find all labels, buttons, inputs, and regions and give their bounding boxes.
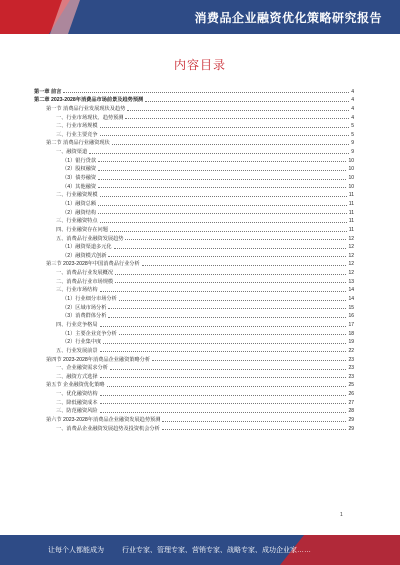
toc-entry-page: 11: [348, 209, 354, 216]
toc-entry-page: 4: [351, 88, 354, 95]
toc-entry[interactable]: [34, 233, 354, 242]
toc-entry[interactable]: [34, 216, 354, 225]
toc-entry-page: 17: [348, 321, 354, 328]
toc-entry[interactable]: [34, 181, 354, 190]
toc-entry[interactable]: [34, 345, 354, 354]
toc-leader-dots: [100, 135, 350, 136]
toc-entry-page: 22: [348, 347, 354, 354]
toc-entry-label: （2）融资模式创新: [62, 252, 107, 259]
toc-entry[interactable]: [34, 172, 354, 181]
toc-entry[interactable]: [34, 285, 354, 294]
footer-slogan-right: 行业专家、管理专家、营销专家、战略专家、成功企业家……: [122, 547, 311, 554]
toc-entry-label: 一、行业市场现状、趋势预测: [56, 114, 124, 121]
toc-leader-dots: [115, 274, 346, 275]
toc-entry-page: 15: [348, 304, 354, 311]
report-title: 消费品企业融资优化策略研究报告: [194, 11, 382, 25]
toc-entry[interactable]: [34, 224, 354, 233]
toc-entry[interactable]: [34, 371, 354, 380]
toc-entry[interactable]: [34, 388, 354, 397]
toc-entry[interactable]: [34, 311, 354, 320]
toc-entry[interactable]: [34, 164, 354, 173]
toc-entry-page: 5: [351, 123, 354, 130]
toc-entry-page: 23: [348, 365, 354, 372]
toc-entry[interactable]: [34, 302, 354, 311]
toc-entry-label: 三、防范融资风险: [56, 408, 98, 415]
toc-entry-label: （4）其他融资: [62, 183, 97, 190]
toc-entry[interactable]: [34, 103, 354, 112]
toc-leader-dots: [162, 429, 347, 430]
toc-leader-dots: [127, 110, 349, 111]
toc-entry[interactable]: [34, 129, 354, 138]
toc-leader-dots: [100, 412, 347, 413]
toc-leader-dots: [100, 395, 347, 396]
report-footer: [0, 535, 400, 565]
toc-entry-label: 二、行业市场规模: [56, 123, 98, 130]
toc-entry-label: （1）融资总额: [62, 200, 97, 207]
toc-entry-page: 10: [348, 157, 354, 164]
toc-entry-label: 第一章 前言: [34, 88, 62, 95]
toc-entry-label: 第二节 消费品行业融资现状: [46, 140, 110, 147]
toc-entry-page: 23: [348, 373, 354, 380]
footer-slogan-left: 让每个人都能成为: [48, 547, 104, 554]
toc-leader-dots: [145, 101, 349, 102]
toc-leader-dots: [100, 377, 347, 378]
toc-entry-page: 19: [348, 339, 354, 346]
toc-leader-dots: [100, 196, 347, 197]
toc-entry[interactable]: [34, 414, 354, 423]
toc-leader-dots: [98, 170, 346, 171]
toc-entry-label: 二、消费品行业市场规模: [56, 278, 114, 285]
toc-entry-label: 一、融资渠道: [56, 149, 88, 156]
toc-entry-page: 4: [351, 105, 354, 112]
toc-leader-dots: [100, 403, 347, 404]
toc-entry-label: 二、降低融资成本: [56, 399, 98, 406]
toc-leader-dots: [125, 239, 346, 240]
toc-entry-page: 10: [348, 166, 354, 173]
toc-entry[interactable]: [34, 242, 354, 251]
toc-entry-label: 第四节 2023-2028年消费品企业融资策略分析: [46, 356, 151, 363]
toc-entry[interactable]: [34, 95, 354, 104]
toc-entry-label: （1）行业细分市场分析: [62, 296, 117, 303]
toc-entry-page: 13: [348, 278, 354, 285]
toc-leader-dots: [100, 351, 347, 352]
toc-entry-page: 9: [351, 149, 354, 156]
toc-leader-dots: [98, 213, 347, 214]
toc-entry[interactable]: [34, 267, 354, 276]
toc-entry-label: （3）债券融资: [62, 175, 97, 182]
toc-leader-dots: [100, 222, 347, 223]
toc-entry-page: 11: [348, 226, 354, 233]
toc-entry[interactable]: [34, 190, 354, 199]
toc-leader-dots: [108, 308, 346, 309]
toc-entry-label: 四、行业融资存在问题: [56, 226, 108, 233]
toc-entry-label: （2）融资结构: [62, 209, 97, 216]
toc-leader-dots: [98, 161, 346, 162]
toc-entry-page: 9: [351, 140, 354, 147]
toc-entry-page: 10: [348, 183, 354, 190]
toc-entry-label: 第六节 2023-2028年消费品企业融资发展趋势预测: [46, 416, 161, 423]
toc-entry-label: 第五节 企业融资优化策略: [46, 382, 105, 389]
toc-entry[interactable]: [34, 198, 354, 207]
toc-entry-page: 12: [348, 261, 354, 268]
toc-entry-label: 第一节 消费品行业发展现状及趋势: [46, 105, 126, 112]
toc-entry-label: 三、行业市场结构: [56, 287, 98, 294]
toc-entry[interactable]: [34, 146, 354, 155]
toc-leader-dots: [100, 291, 347, 292]
toc-leader-dots: [114, 248, 347, 249]
toc-entry-page: 12: [348, 270, 354, 277]
toc-leader-dots: [100, 127, 350, 128]
toc-leader-dots: [125, 118, 349, 119]
toc-entry[interactable]: [34, 276, 354, 285]
toc-leader-dots: [100, 326, 347, 327]
toc-entry-page: 14: [348, 287, 354, 294]
toc-entry-label: （1）融资渠道多元化: [62, 244, 112, 251]
toc-entry-page: 26: [348, 391, 354, 398]
toc-leader-dots: [63, 92, 349, 93]
toc-entry[interactable]: [34, 423, 354, 432]
toc-entry-page: 12: [348, 244, 354, 251]
toc-entry-label: （3）消费群体分析: [62, 313, 107, 320]
toc-entry-label: 一、优化融资结构: [56, 391, 98, 398]
toc-entry-page: 12: [348, 252, 354, 259]
toc-leader-dots: [110, 231, 347, 232]
toc-entry[interactable]: [34, 328, 354, 337]
toc-leader-dots: [98, 205, 347, 206]
toc-entry-page: 11: [348, 192, 354, 199]
toc-entry-label: 三、行业融资特点: [56, 218, 98, 225]
toc-entry[interactable]: [34, 406, 354, 415]
toc-entry-label: 四、行业竞争格局: [56, 321, 98, 328]
toc-leader-dots: [119, 334, 347, 335]
toc-entry-page: 23: [348, 356, 354, 363]
toc-heading: 内容目录: [173, 58, 226, 72]
toc-entry-page: 28: [348, 408, 354, 415]
toc-leader-dots: [110, 369, 347, 370]
toc-entry-label: 三、行业主要竞争: [56, 131, 98, 138]
toc-entry-label: （1）银行贷款: [62, 157, 97, 164]
toc-leader-dots: [103, 343, 346, 344]
toc-entry[interactable]: [34, 86, 354, 95]
toc-leader-dots: [108, 317, 346, 318]
toc-entry[interactable]: [34, 397, 354, 406]
toc-entry-page: 10: [348, 175, 354, 182]
toc-entry[interactable]: [34, 337, 354, 346]
toc-leader-dots: [115, 282, 346, 283]
toc-entry-page: 12: [348, 235, 354, 242]
toc-leader-dots: [98, 179, 346, 180]
toc-entry-page: 29: [348, 416, 354, 423]
toc-entry-label: （2）区域市场分析: [62, 304, 107, 311]
toc-leader-dots: [112, 144, 350, 145]
toc-entry-label: 一、消费品企业融资发展趋势及投资机会分析: [56, 425, 160, 432]
toc-leader-dots: [107, 386, 347, 387]
toc-leader-dots: [98, 187, 346, 188]
toc-entry-label: 二、融资方式选择: [56, 373, 98, 380]
toc-entry-label: 第三节 2023-2028年中国消费品行业分析: [46, 261, 140, 268]
toc-entry-label: 一、企业融资需求分析: [56, 365, 108, 372]
toc-entry[interactable]: [34, 207, 354, 216]
toc-entry-label: 五、行业发展前景: [56, 347, 98, 354]
toc-entry-label: 二、行业融资规模: [56, 192, 98, 199]
toc-entry[interactable]: [34, 363, 354, 372]
toc-entry[interactable]: [34, 354, 354, 363]
toc-entry-page: 5: [351, 131, 354, 138]
report-header: [0, 0, 400, 34]
toc-entry[interactable]: [34, 138, 354, 147]
toc-entry[interactable]: [34, 121, 354, 130]
toc-entry-page: 25: [348, 382, 354, 389]
toc-leader-dots: [108, 256, 346, 257]
toc-leader-dots: [89, 153, 349, 154]
toc-entry[interactable]: [34, 112, 354, 121]
toc-leader-dots: [152, 360, 346, 361]
toc-entry-page: 4: [351, 97, 354, 104]
toc-entry-page: 11: [348, 218, 354, 225]
toc-entry-page: 18: [348, 330, 354, 337]
toc-entry-label: （2）行业集中度: [62, 339, 102, 346]
toc-leader-dots: [162, 421, 346, 422]
table-of-contents: [34, 86, 354, 432]
toc-entry[interactable]: [34, 250, 354, 259]
toc-entry[interactable]: [34, 293, 354, 302]
toc-entry-label: （1）主要企业竞争分析: [62, 330, 117, 337]
toc-leader-dots: [119, 300, 347, 301]
toc-entry[interactable]: [34, 155, 354, 164]
toc-entry-label: （2）股权融资: [62, 166, 97, 173]
toc-entry-page: 14: [348, 296, 354, 303]
toc-entry-label: 一、消费品行业发展概况: [56, 270, 114, 277]
toc-entry[interactable]: [34, 259, 354, 268]
toc-entry-label: 五、消费品行业融资发展趋势: [56, 235, 124, 242]
toc-entry-page: 16: [348, 313, 354, 320]
toc-entry[interactable]: [34, 380, 354, 389]
toc-leader-dots: [142, 265, 347, 266]
toc-entry-page: 29: [348, 425, 354, 432]
toc-entry-page: 4: [351, 114, 354, 121]
page-number: 1: [340, 512, 343, 518]
toc-entry[interactable]: [34, 319, 354, 328]
toc-entry-label: 第二章 2023-2028年消费品市场前景及趋势预测: [34, 97, 144, 104]
toc-entry-page: 11: [348, 200, 354, 207]
toc-entry-page: 27: [348, 399, 354, 406]
